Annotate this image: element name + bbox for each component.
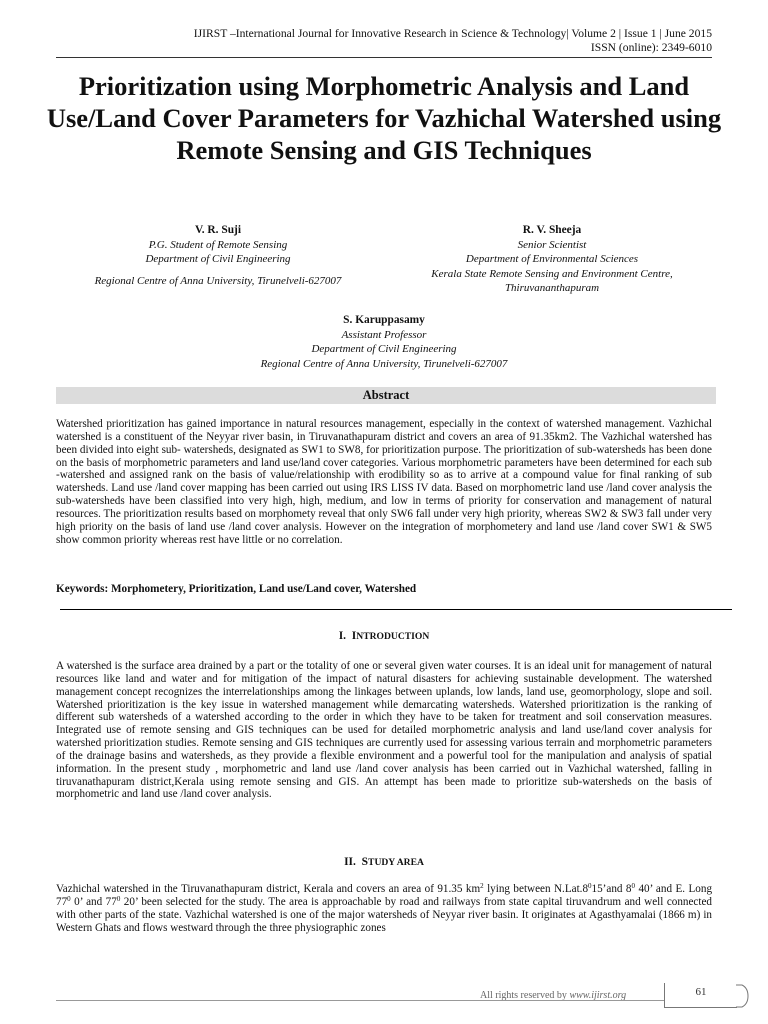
author-department: Department of Environmental Sciences (465, 253, 639, 265)
author-institution: Regional Centre of Anna University, Tirunelveli-627007 (260, 357, 508, 370)
author-department: Department of Civil Engineering (145, 253, 291, 265)
abstract-text: Watershed prioritization has gained importance in natural resources management, especially in the context of watershed management. Vazhichal watershed is a constituent of the Neyyar river basin, in Tiruvanathapuram district and covers an area of 91.35km2. The Vazhichal watershed has been divided into eight sub- watersheds, designated as SW1 to SW8, for prioritization purpose. The prioritization of sub-watersheds has been done on the basis of morphometric parameters and land use/land cover categories. Various morphometric parameters have been determined for each sub -watershed and assigned rank on the basis of value/relationship with erodibility so as to arrive at a compound value for final ranking of sub watersheds. Land use /land cover mapping has been carried out using IRS LISS IV data. Based on morphometric land use /land cover analysis the sub-watersheds have been classified into very high, high, medium, and low in terms of priority for conservation and management of natural resources. The prioritization results based on morphomety reveal that only SW6 fall under very high priority, whereas SW2 & SW3 fall under very high priority on the basis of land use /land cover analysis. However on the integration of morphometery and land use /land cover SW1 & SW5 show common priority whereas rest have little or no correlation. (56, 418, 712, 546)
footer-link[interactable]: www.ijirst.org (569, 990, 627, 1001)
page-curl-icon (736, 984, 750, 1008)
section-heading-study-area (56, 856, 712, 868)
section-heading-introduction (56, 630, 712, 642)
author-block-1 (56, 223, 380, 288)
section-title-rest: TUDY AREA (368, 857, 424, 868)
section-title-initial: S (361, 856, 369, 868)
author-position: Assistant Professor (341, 328, 427, 341)
header-rule (56, 57, 712, 58)
author-name: V. R. Suji (194, 224, 241, 236)
author-position: P.G. Student of Remote Sensing (148, 238, 288, 251)
section-title-initial: I (351, 630, 357, 642)
author-name: R. V. Sheeja (522, 224, 582, 236)
section-number: I. (338, 630, 347, 642)
footer-rule (56, 1000, 664, 1001)
author-department: Department of Civil Engineering (311, 343, 457, 355)
journal-header: IJIRST –International Journal for Innovative Research in Science & Technology| Volume 2 | Issue 1 | June 2015 (193, 27, 712, 40)
issn-line: ISSN (online): 2349-6010 (590, 41, 712, 54)
author-position: Senior Scientist (517, 238, 587, 251)
paper-title: Prioritization using Morphometric Analysis and Land Use/Land Cover Parameters for Vazhichal Watershed using Remote Sensing and GIS Techniques (46, 71, 722, 165)
author-institution: Regional Centre of Anna University, Tirunelveli-627007 (94, 274, 342, 287)
section-number: II. (344, 856, 356, 868)
footer-rights: All rights reserved by www.ijirst.org (480, 990, 627, 1001)
author-name: S. Karuppasamy (343, 314, 425, 326)
keywords: Keywords: Morphometery, Prioritization, Land use/Land cover, Watershed (56, 583, 417, 595)
author-block-3 (200, 313, 568, 371)
section-title-rest: NTRODUCTION (356, 631, 430, 642)
author-block-2 (392, 223, 712, 296)
introduction-text: A watershed is the surface area drained by a part or the totality of one or several given water courses. It is an ideal unit for management of natural resources like land and water and for mitigation of the impact of natural disasters for achieving sustainable development. The watershed management concept recognizes the interrelationships among the linkages between uplands, low lands, land use, geomorphology, slope and soil. Watershed prioritization is the key issue in watershed management while demarcating watersheds. Watershed prioritization is the ranking of different sub watersheds of a watershed according to the order in which they have to be taken for treatment and soil conservation measures. Integrated use of remote sensing and GIS techniques can be used for detailed morphometric analysis and land use/land cover analysis for watershed prioritization studies. Remote sensing and GIS techniques are currently used for assessing various terrain and morphometric parameters of the drainage basins and watersheds, as they provide a flexible environment and a powerful tool for the manipulation and analysis of spatial information. In the present study , morphometric and land use /land cover analysis has been carried out in Vazhichal watershed, falling in tiruvanathapuram district,Kerala using remote sensing and GIS. An attempt has been made to prioritize sub-watersheds on the basis of morphometric and land use /land cover analysis. (56, 660, 712, 801)
study-area-text: Vazhichal watershed in the Tiruvanathapuram district, Kerala and covers an area of 91.35 $km^2$ lying between $N.Lat.8^015’and$ $8^0$ 40’ and E. Long $77^0$ 0’ and $77^0$ 20’ been selected for the study. The area is approachable by road and railways from state capital tiruvandrum and well connected with other parts of the state. Vazhichal watershed is one of the major watersheds of Neyyar river basin. It originates at Agasthyamalai (1866 m) in Western Ghats and flows westward through the three physiographic zones (56, 882, 713, 934)
section-separator (60, 609, 732, 610)
author-institution: Kerala State Remote Sensing and Environment Centre, Thiruvananthapuram (431, 267, 673, 294)
page-number: 61 (664, 983, 737, 1008)
abstract-heading: Abstract (56, 387, 716, 404)
